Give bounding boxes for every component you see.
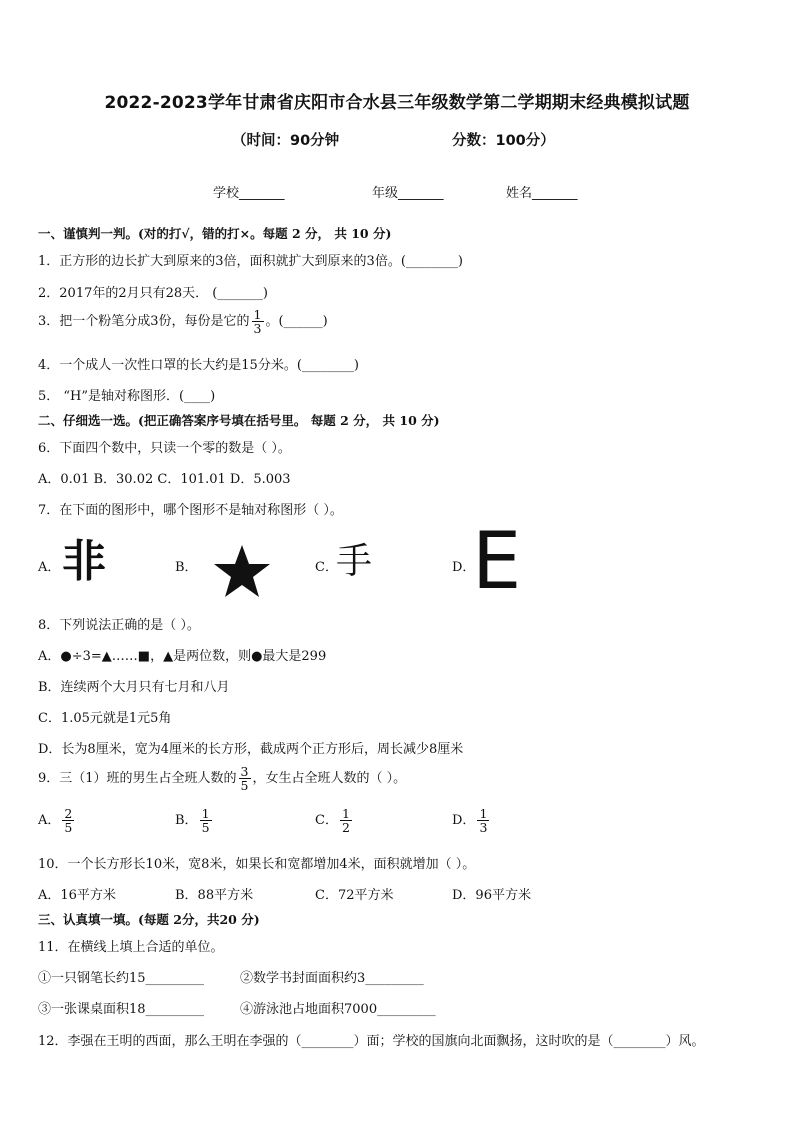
question-12: 12．李强在王明的西面，那么王明在李强的（________）面；学校的国旗向北面飘扬，这时吹的是（________）风。 [38, 1034, 705, 1049]
exam-score: 分数：100分） [452, 133, 555, 149]
question-8-option-a: A．●÷3=▲……■，▲是两位数，则●最大是299 [38, 649, 327, 664]
fraction-denominator: 2 [341, 820, 350, 836]
star-icon [212, 543, 272, 599]
question-10-option-a: A．16平方米 [38, 888, 116, 903]
q7-option-c-figure: 手 [336, 541, 373, 582]
question-3-text: 3．把一个粉笔分成3份，每份是它的 [38, 314, 250, 330]
question-9-option-b [175, 807, 214, 834]
question-9-option-a [38, 807, 76, 834]
fraction-one-third [252, 308, 264, 335]
option-fraction [477, 807, 489, 834]
fraction-numerator: 1 [201, 806, 210, 821]
fraction-denominator: 3 [253, 321, 262, 337]
q7-option-c-label: C． [315, 560, 338, 575]
question-2: 2．2017年的2月只有28天． (_______) [38, 286, 268, 301]
q7-option-d-figure: E [472, 517, 522, 607]
question-6-options: A．0.01 B．30.02 C．101.01 D．5.003 [38, 472, 291, 487]
question-8-option-b: B．连续两个大月只有七月和八月 [38, 680, 230, 695]
question-9-text: 9．三（1）班的男生占全班人数的 [38, 771, 237, 787]
fraction-numerator: 2 [64, 806, 73, 821]
fraction-three-fifths [239, 765, 251, 792]
question-11: 11．在横线上填上合适的单位。 [38, 940, 224, 955]
question-9-tail: ，女生占全班人数的（ ）。 [252, 771, 407, 787]
fraction-numerator: 1 [479, 806, 488, 821]
page-title: 2022-2023学年甘肃省庆阳市合水县三年级数学第二学期期末经典模拟试题 [104, 93, 690, 113]
question-11-item-2: ②数学书封面面积约3_________ [240, 971, 424, 986]
name-field[interactable]: 姓名_______ [506, 186, 578, 201]
question-3-answer: 。(______) [265, 314, 328, 330]
q7-option-b-label: B． [175, 560, 198, 575]
fraction-denominator: 3 [479, 820, 488, 836]
question-10-option-b: B．88平方米 [175, 888, 254, 903]
q7-option-a-label: A． [38, 560, 61, 575]
q7-option-a-figure: 非 [62, 536, 106, 587]
section-3-heading: 三、认真填一填。(每题 2分，共20 分) [38, 912, 260, 927]
question-11-item-1: ①一只钢笔长约15_________ [38, 971, 205, 986]
question-8-option-d: D．长为8厘米，宽为4厘米的长方形，截成两个正方形后，周长减少8厘米 [38, 742, 464, 757]
q7-option-d-label: D． [452, 560, 476, 575]
fraction-denominator: 5 [201, 820, 210, 836]
fraction-denominator: 5 [240, 778, 249, 794]
question-8: 8．下列说法正确的是（ ）。 [38, 618, 200, 633]
question-7: 7．在下面的图形中，哪个图形不是轴对称图形（ ）。 [38, 503, 343, 518]
fraction-numerator: 1 [341, 806, 350, 821]
option-label: A． [38, 813, 61, 829]
question-10-option-c: C．72平方米 [315, 888, 394, 903]
section-2-heading: 二、仔细选一选。(把正确答案序号填在括号里。 每题 2 分， 共 10 分) [38, 413, 440, 428]
question-3 [38, 308, 328, 335]
grade-field[interactable]: 年级_______ [372, 186, 444, 201]
option-fraction [200, 807, 212, 834]
school-field[interactable]: 学校_______ [213, 186, 285, 201]
question-8-option-c: C．1.05元就是1元5角 [38, 711, 172, 726]
option-label: C． [315, 813, 338, 829]
question-6: 6．下面四个数中，只读一个零的数是（ ）。 [38, 441, 291, 456]
question-11-item-4: ④游泳池占地面积7000_________ [240, 1002, 436, 1017]
question-9-option-c [315, 807, 354, 834]
fraction-numerator: 3 [240, 764, 249, 779]
fraction-denominator: 5 [64, 820, 73, 836]
fraction-numerator: 1 [253, 307, 262, 322]
question-4: 4．一个成人一次性口罩的长大约是15分米。(________) [38, 358, 359, 373]
question-9-option-d [452, 807, 491, 834]
section-1-heading: 一、谨慎判一判。(对的打√，错的打×。每题 2 分， 共 10 分) [38, 226, 392, 241]
option-label: B． [175, 813, 198, 829]
question-5: 5． “H”是轴对称图形．(____) [38, 389, 216, 404]
question-1: 1．正方形的边长扩大到原来的3倍，面积就扩大到原来的3倍。(________) [38, 254, 463, 269]
option-fraction [340, 807, 352, 834]
option-label: D． [452, 813, 476, 829]
question-9 [38, 765, 406, 792]
exam-time: （时间：90分钟 [232, 133, 340, 149]
option-fraction [62, 807, 74, 834]
question-10-option-d: D．96平方米 [452, 888, 531, 903]
question-10: 10．一个长方形长10米，宽8米，如果长和宽都增加4米，面积就增加（ ）。 [38, 857, 476, 872]
question-11-item-3: ③一张课桌面积18_________ [38, 1002, 205, 1017]
